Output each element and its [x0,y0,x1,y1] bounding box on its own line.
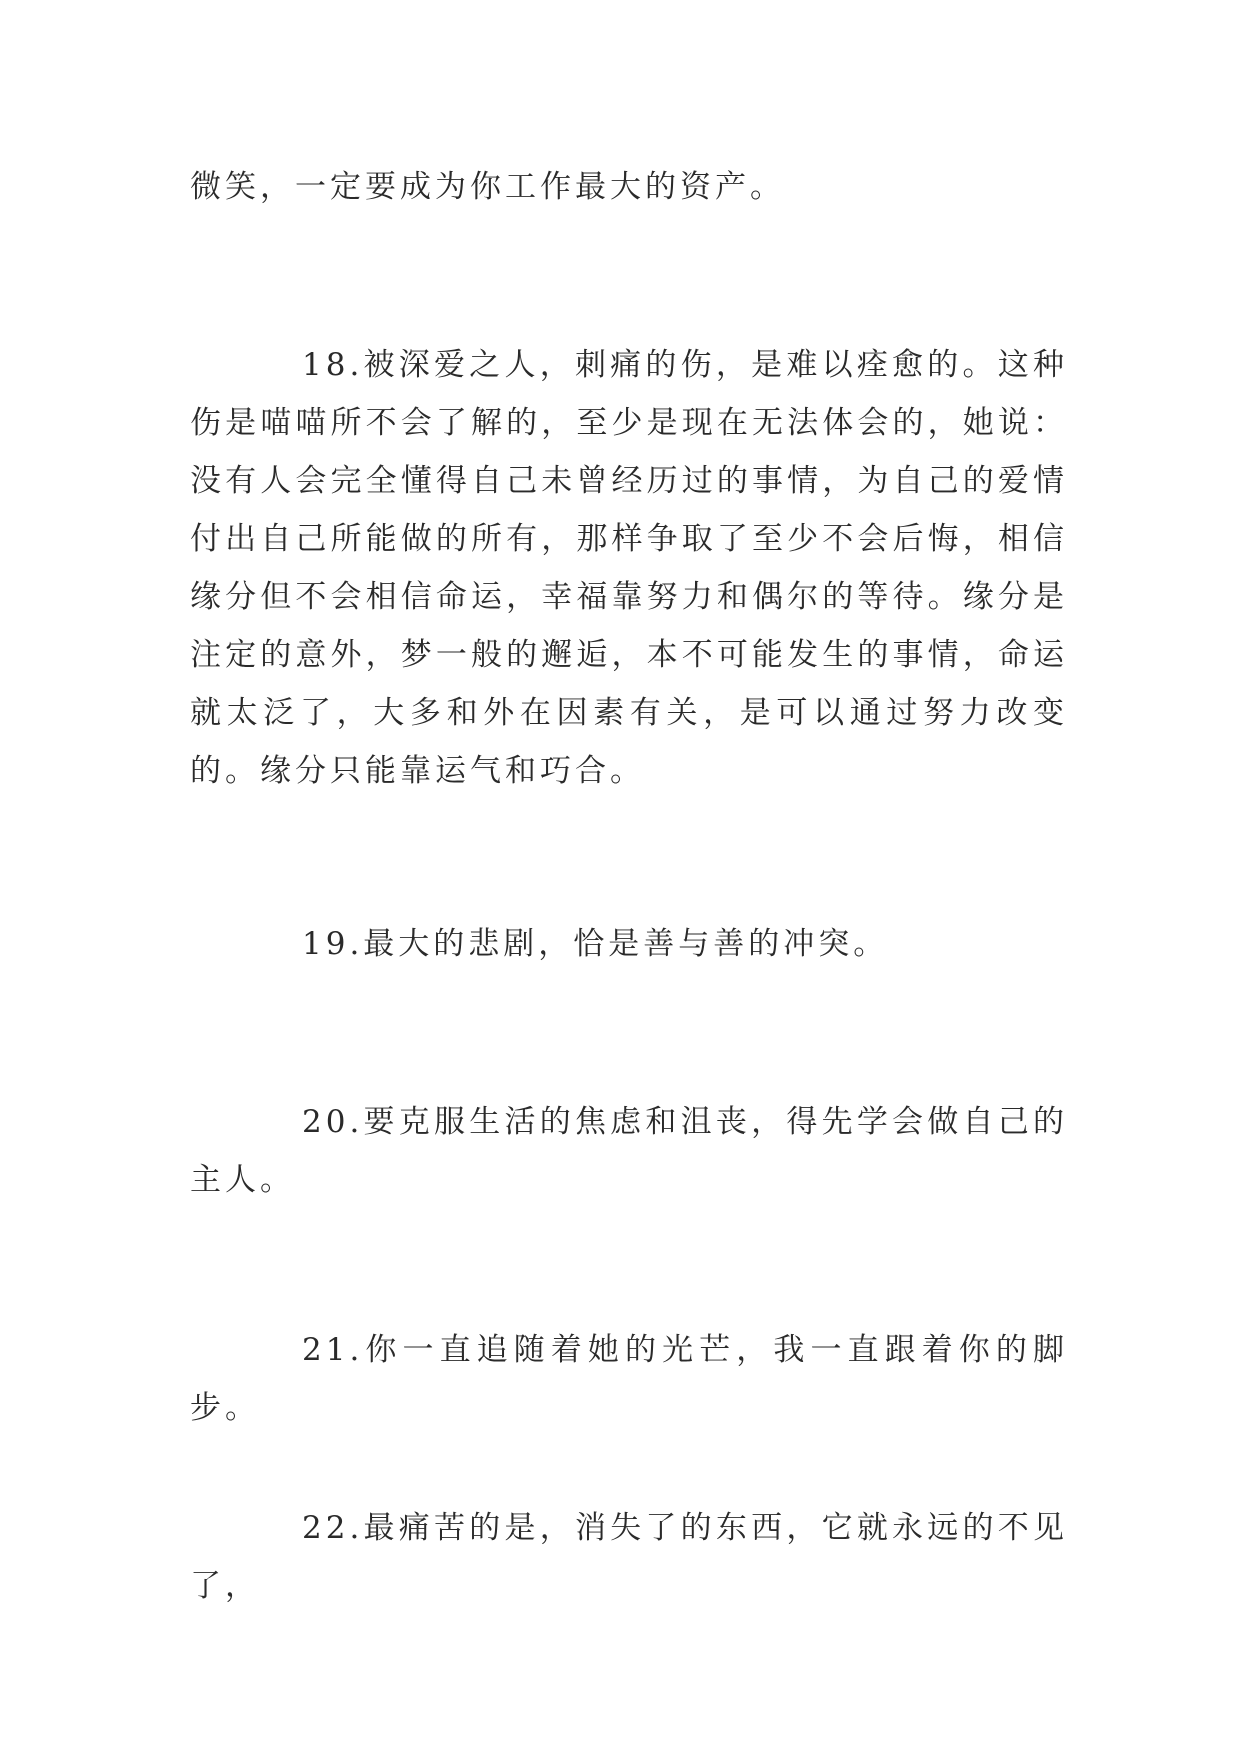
paragraph-20: 20.要克服生活的焦虑和沮丧，得先学会做自己的主人。 [190,1104,1068,1198]
paragraph-22: 22.最痛苦的是，消失了的东西，它就永远的不见了， [190,1510,1068,1604]
paragraph-21: 21.你一直追随着她的光芒，我一直跟着你的脚步。 [190,1332,1068,1426]
paragraph-continuation: 微笑，一定要成为你工作最大的资产。 [190,169,785,205]
paragraph-19: 19.最大的悲剧，恰是善与善的冲突。 [302,926,889,962]
paragraph-18: 18.被深爱之人，刺痛的伤，是难以痊愈的。这种伤是喵喵所不会了解的，至少是现在无法体会的，她说：没有人会完全懂得自己未曾经历过的事情，为自己的爱情付出自己所能做的所有，那样争取了至少不会后悔，相信缘分但不会相信命运，幸福靠努力和偶尔的等待。缘分是注定的意外，梦一般的邂逅，本不可能发生的事情，命运就太泛了，大多和外在因素有关，是可以通过努力改变的。缘分只能靠运气和巧合。 [190,347,1068,789]
